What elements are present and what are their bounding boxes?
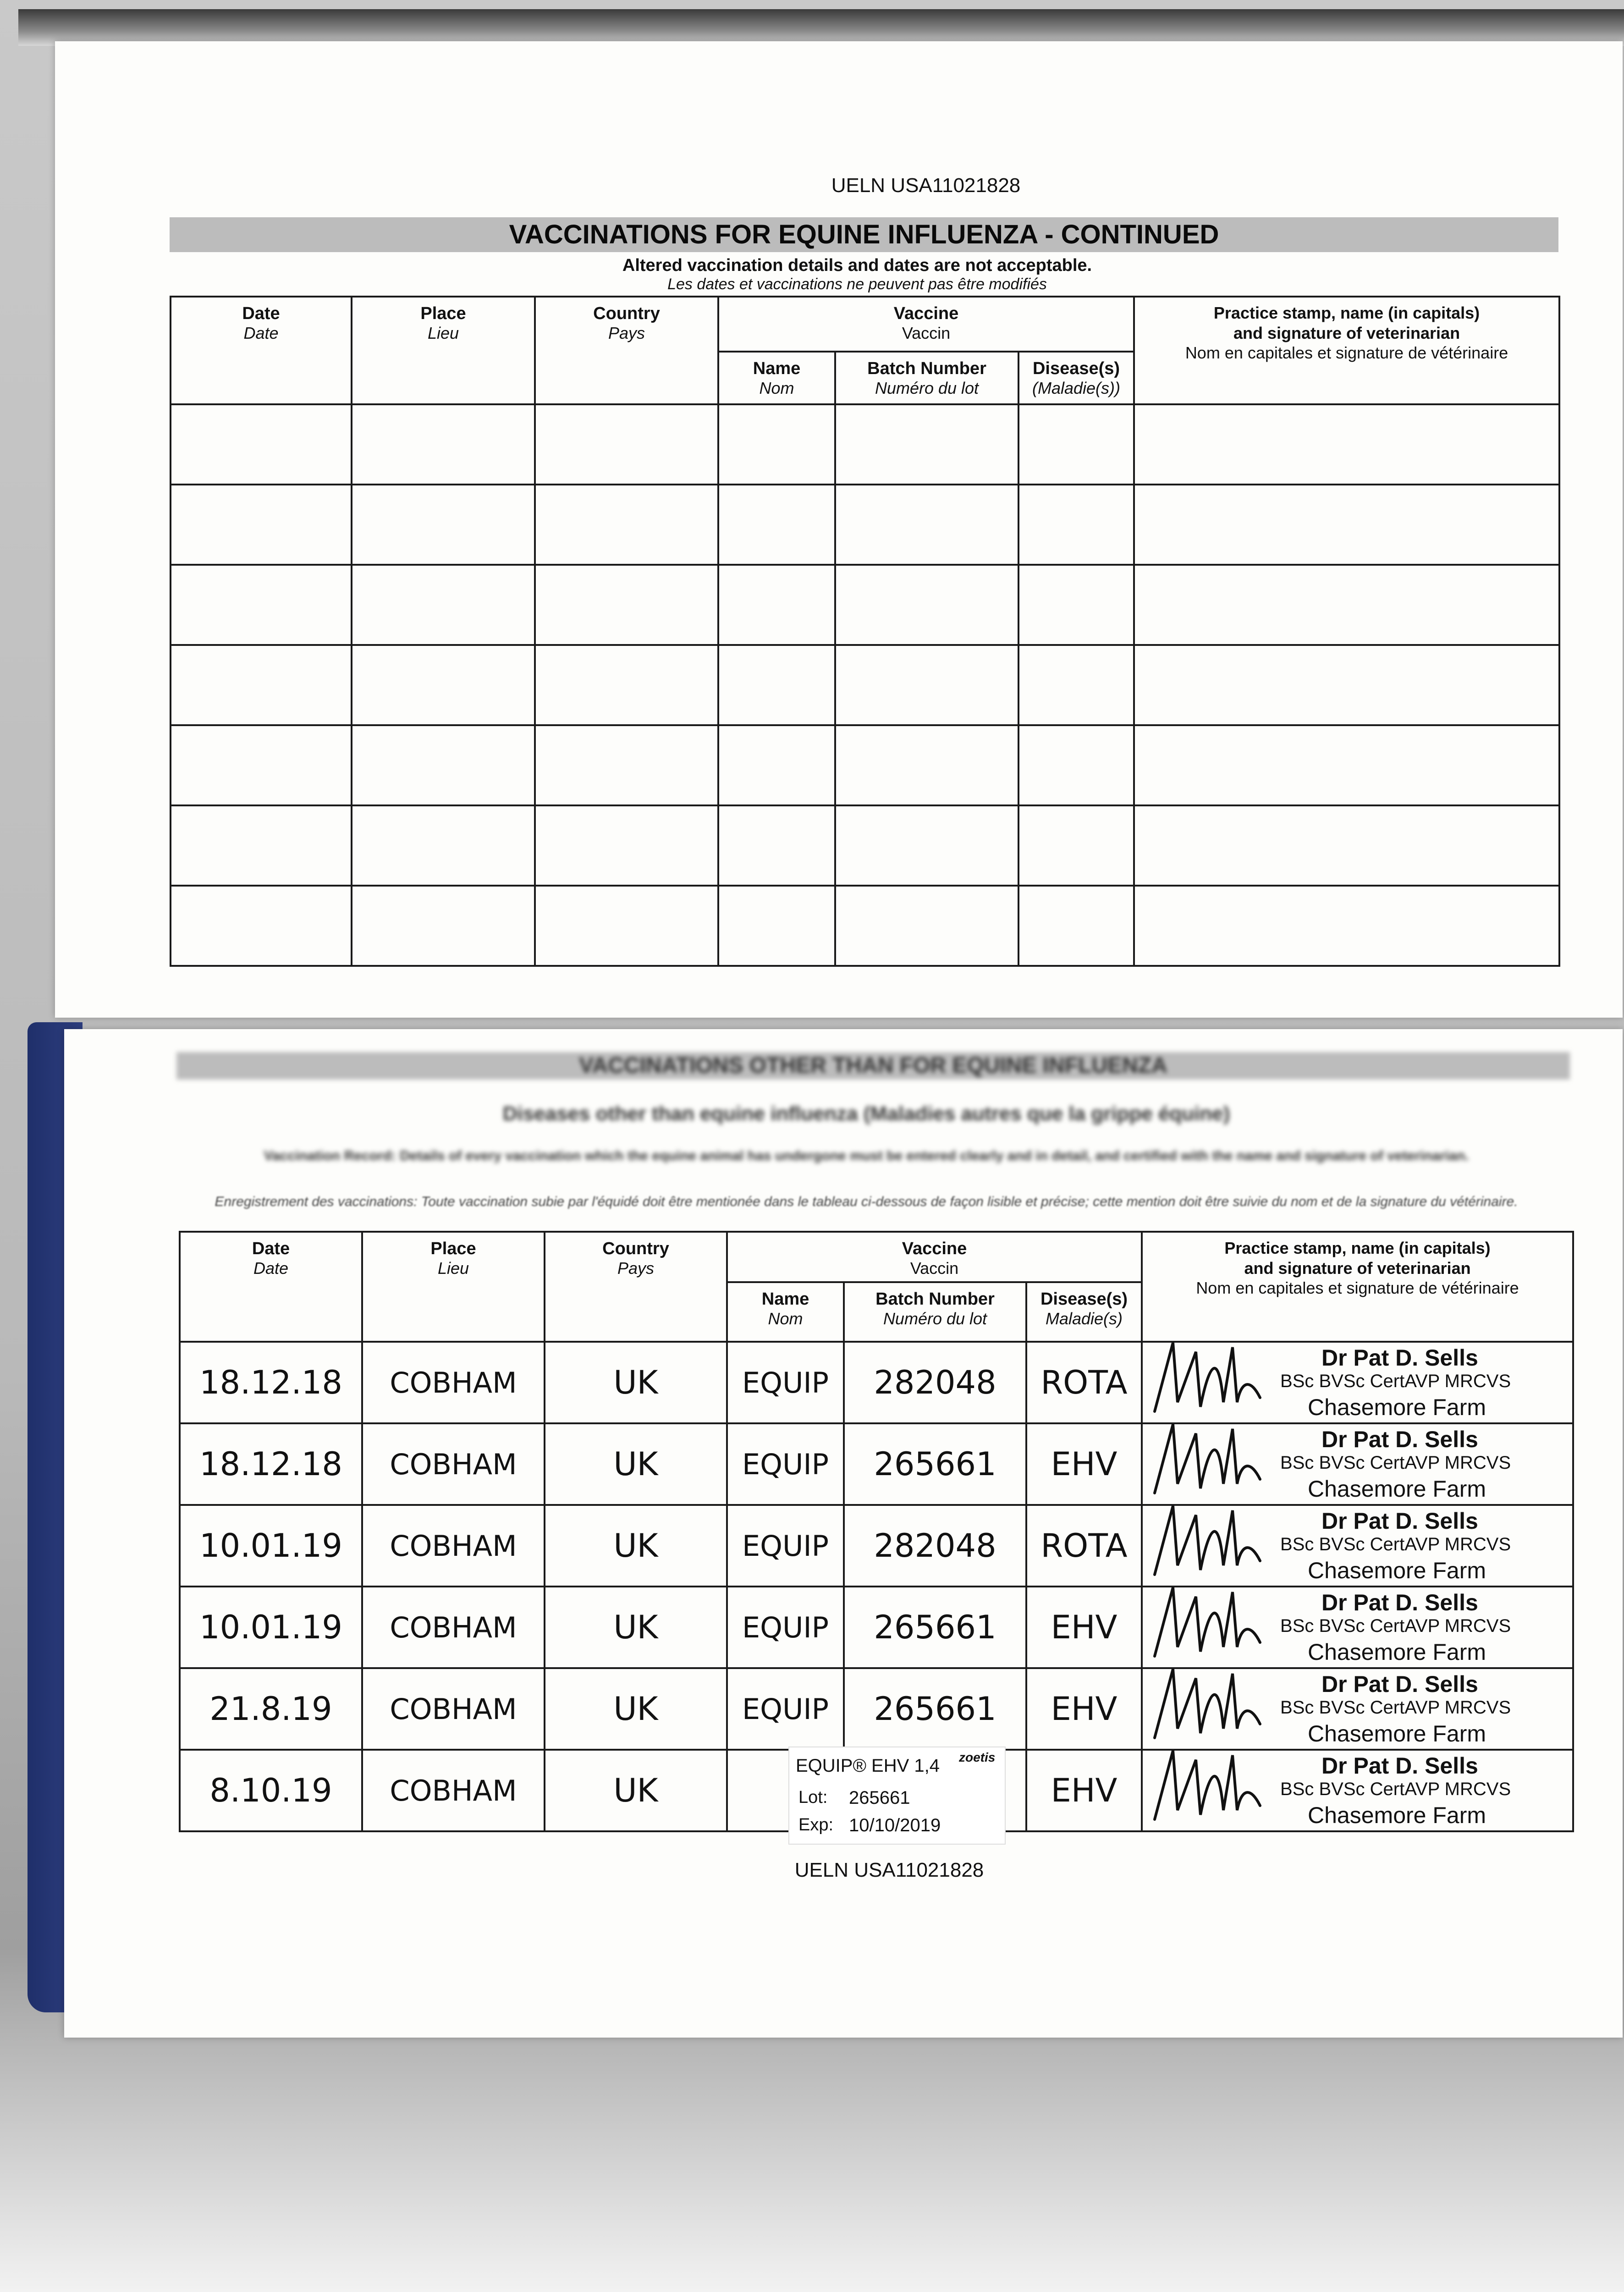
cell-disease: ROTA: [1026, 1342, 1142, 1423]
sticker-exp: 10/10/2019: [849, 1815, 941, 1835]
cell-date: 10.01.19: [180, 1505, 362, 1587]
empty-cell: [171, 565, 352, 645]
cell-date: 8.10.19: [180, 1750, 362, 1831]
cell-place: COBHAM: [362, 1668, 545, 1750]
vaccine-batch-sticker: [788, 1747, 1006, 1845]
empty-cell: [835, 805, 1018, 886]
vet-name: Dr Pat D. Sells: [1321, 1671, 1478, 1697]
empty-cell: [1018, 886, 1134, 966]
empty-cell: [1018, 805, 1134, 886]
empty-cell: [718, 886, 835, 966]
cell-country: UK: [545, 1423, 727, 1505]
cell-batch: 265661: [844, 1668, 1026, 1750]
col-batch-number: Batch Number Numéro du lot: [844, 1282, 1026, 1342]
sticker-product: EQUIP® EHV 1,4: [796, 1756, 940, 1776]
cell-disease: EHV: [1026, 1668, 1142, 1750]
vet-qualifications: BSc BVSc CertAVP MRCVS: [1280, 1453, 1511, 1473]
empty-cell: [352, 565, 535, 645]
empty-cell: [171, 645, 352, 725]
cell-country: UK: [545, 1342, 727, 1423]
col-date: Date Date: [180, 1232, 362, 1342]
cell-batch: 265661: [844, 1423, 1026, 1505]
table-row: [180, 1668, 1573, 1750]
empty-cell: [171, 485, 352, 565]
empty-cell: [535, 805, 718, 886]
empty-cell: [1018, 565, 1134, 645]
empty-cell: [718, 485, 835, 565]
cell-country: UK: [545, 1587, 727, 1668]
empty-cell: [1134, 565, 1559, 645]
ueln-top: UELN USA11021828: [831, 174, 1021, 197]
note-fr: Les dates et vaccinations ne peuvent pas être modifiés: [667, 275, 1047, 293]
sticker-exp-label: Exp:: [798, 1815, 834, 1835]
vet-name: Dr Pat D. Sells: [1321, 1345, 1478, 1371]
cell-place: COBHAM: [362, 1342, 545, 1423]
vet-stamp-signature: [1142, 1423, 1573, 1505]
top-page: [55, 41, 1623, 1018]
empty-cell: [352, 645, 535, 725]
empty-cell: [835, 485, 1018, 565]
note-en: Altered vaccination details and dates are not acceptable.: [622, 256, 1092, 275]
empty-cell: [718, 404, 835, 485]
empty-cell: [535, 886, 718, 966]
page-title: VACCINATIONS FOR EQUINE INFLUENZA - CONTINUED: [170, 217, 1558, 252]
vet-practice: Chasemore Farm: [1308, 1476, 1486, 1502]
empty-cell: [835, 565, 1018, 645]
cell-country: UK: [545, 1668, 727, 1750]
vet-qualifications: BSc BVSc CertAVP MRCVS: [1280, 1371, 1511, 1391]
col-place: Place Lieu: [352, 297, 535, 404]
empty-cell: [171, 725, 352, 805]
col-date: Date Date: [171, 297, 352, 404]
cell-disease: ROTA: [1026, 1505, 1142, 1587]
table-row: [171, 886, 1559, 966]
table-row: [171, 404, 1559, 485]
vet-qualifications: BSc BVSc CertAVP MRCVS: [1280, 1616, 1511, 1636]
empty-cell: [718, 645, 835, 725]
cell-country: UK: [545, 1750, 727, 1831]
vet-practice: Chasemore Farm: [1308, 1558, 1486, 1583]
col-batch-number: Batch Number Numéro du lot: [835, 352, 1018, 404]
section-title: VACCINATIONS OTHER THAN FOR EQUINE INFLUENZA: [176, 1052, 1570, 1080]
empty-cell: [1018, 404, 1134, 485]
cell-place: COBHAM: [362, 1423, 545, 1505]
empty-cell: [535, 565, 718, 645]
vet-stamp-signature: [1142, 1505, 1573, 1587]
col-vaccine-name: Name Nom: [718, 352, 835, 404]
other-vaccinations-table: [179, 1231, 1574, 1832]
vet-signature: [1145, 1497, 1265, 1579]
empty-cell: [352, 805, 535, 886]
cell-date: 18.12.18: [180, 1342, 362, 1423]
ueln-bottom: UELN USA11021828: [794, 1859, 984, 1881]
empty-cell: [1018, 725, 1134, 805]
table-row: [171, 805, 1559, 886]
cell-place: COBHAM: [362, 1505, 545, 1587]
vet-signature: [1145, 1415, 1265, 1498]
vet-practice: Chasemore Farm: [1308, 1639, 1486, 1665]
cell-date: 18.12.18: [180, 1423, 362, 1505]
sticker-brand: zoetis: [959, 1750, 996, 1764]
vet-stamp-signature: [1142, 1342, 1573, 1423]
empty-cell: [1134, 404, 1559, 485]
table-row: [180, 1505, 1573, 1587]
empty-cell: [835, 725, 1018, 805]
cell-disease: EHV: [1026, 1587, 1142, 1668]
vet-signature: [1145, 1660, 1265, 1742]
table-row: [171, 485, 1559, 565]
vet-qualifications: BSc BVSc CertAVP MRCVS: [1280, 1534, 1511, 1554]
cell-date: 21.8.19: [180, 1668, 362, 1750]
vet-signature: [1145, 1333, 1265, 1416]
record-note-en: Vaccination Record: Details of every vaccination which the equine animal has undergone must be entered clearly and in detail, and certified with the name and signature of veterinarian.: [264, 1148, 1469, 1163]
table-row: [171, 645, 1559, 725]
cell-name: EQUIP: [727, 1505, 844, 1587]
empty-cell: [1018, 485, 1134, 565]
empty-cell: [171, 404, 352, 485]
cell-name: EQUIP: [727, 1423, 844, 1505]
empty-cell: [535, 725, 718, 805]
influenza-table: [170, 296, 1560, 967]
table-row: [180, 1587, 1573, 1668]
empty-cell: [535, 404, 718, 485]
empty-cell: [1134, 485, 1559, 565]
vet-name: Dr Pat D. Sells: [1321, 1427, 1478, 1452]
cell-batch: 265661: [844, 1587, 1026, 1668]
col-country: Country Pays: [535, 297, 718, 404]
empty-cell: [352, 485, 535, 565]
vet-practice: Chasemore Farm: [1308, 1721, 1486, 1747]
alteration-note: [376, 256, 1338, 293]
sticker-lot-label: Lot:: [798, 1788, 828, 1807]
vet-signature: [1145, 1741, 1265, 1824]
cell-date: 10.01.19: [180, 1587, 362, 1668]
sticker-lot: 265661: [849, 1788, 910, 1808]
record-note-fr: Enregistrement des vaccinations: Toute vaccination subie par l'équidé doit être mentionée dans le tableau ci-dessous de façon lisible et précise; cette mention doit être suivie du nom et de la signature du vétérinaire.: [215, 1194, 1518, 1209]
empty-cell: [718, 805, 835, 886]
col-vaccine-name: Name Nom: [727, 1282, 844, 1342]
empty-cell: [171, 886, 352, 966]
empty-cell: [1134, 645, 1559, 725]
col-vaccine: Vaccine Vaccin: [718, 297, 1134, 352]
cell-disease: EHV: [1026, 1423, 1142, 1505]
vet-signature: [1145, 1578, 1265, 1661]
col-vaccine: Vaccine Vaccin: [727, 1232, 1142, 1282]
vet-qualifications: BSc BVSc CertAVP MRCVS: [1280, 1779, 1511, 1799]
cell-batch: 282048: [844, 1505, 1026, 1587]
vet-qualifications: BSc BVSc CertAVP MRCVS: [1280, 1697, 1511, 1718]
empty-cell: [535, 485, 718, 565]
empty-cell: [1134, 886, 1559, 966]
vet-name: Dr Pat D. Sells: [1321, 1590, 1478, 1615]
cell-name: EQUIP: [727, 1342, 844, 1423]
vet-name: Dr Pat D. Sells: [1321, 1508, 1478, 1534]
empty-cell: [352, 886, 535, 966]
empty-cell: [535, 645, 718, 725]
col-country: Country Pays: [545, 1232, 727, 1342]
cell-name: EQUIP: [727, 1587, 844, 1668]
empty-cell: [352, 725, 535, 805]
section-subtitle: Diseases other than equine influenza (Maladies autres que la grippe équine): [502, 1102, 1230, 1125]
cell-batch: 282048: [844, 1342, 1026, 1423]
empty-cell: [835, 404, 1018, 485]
empty-cell: [1018, 645, 1134, 725]
vet-practice: Chasemore Farm: [1308, 1802, 1486, 1828]
cell-place: COBHAM: [362, 1750, 545, 1831]
table-row: [171, 725, 1559, 805]
empty-cell: [171, 805, 352, 886]
vet-stamp-signature: [1142, 1668, 1573, 1750]
empty-cell: [835, 886, 1018, 966]
empty-cell: [835, 645, 1018, 725]
empty-cell: [352, 404, 535, 485]
table-row: [180, 1342, 1573, 1423]
vet-stamp-signature: [1142, 1750, 1573, 1831]
table-row: [171, 565, 1559, 645]
table-row: [180, 1423, 1573, 1505]
cell-disease: EHV: [1026, 1750, 1142, 1831]
col-stamp: Practice stamp, name (in capitals) and signature of veterinarian Nom en capitales et signature de vétérinaire: [1142, 1232, 1573, 1342]
empty-cell: [718, 725, 835, 805]
empty-cell: [718, 565, 835, 645]
empty-cell: [1134, 725, 1559, 805]
cell-name: EQUIP: [727, 1668, 844, 1750]
col-disease: Disease(s) Maladie(s): [1026, 1282, 1142, 1342]
vet-practice: Chasemore Farm: [1308, 1394, 1486, 1420]
bottom-page: [64, 1029, 1623, 2038]
col-place: Place Lieu: [362, 1232, 545, 1342]
vet-stamp-signature: [1142, 1587, 1573, 1668]
cell-place: COBHAM: [362, 1587, 545, 1668]
scanner-edge: [18, 9, 1624, 46]
col-disease: Disease(s) (Maladie(s)): [1018, 352, 1134, 404]
col-stamp: Practice stamp, name (in capitals) and signature of veterinarian Nom en capitales et signature de vétérinaire: [1134, 297, 1559, 404]
vet-name: Dr Pat D. Sells: [1321, 1753, 1478, 1779]
empty-cell: [1134, 805, 1559, 886]
cell-country: UK: [545, 1505, 727, 1587]
